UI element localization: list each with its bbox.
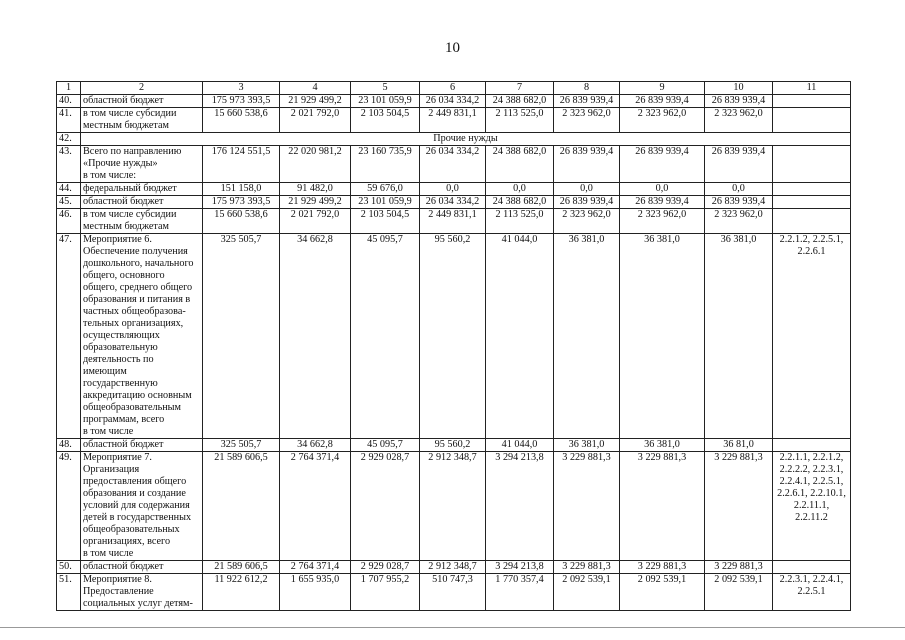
amount-cell: 24 388 682,0 [486, 196, 554, 209]
item-name-line: областной бюджет [83, 196, 164, 207]
item-name-line: программам, всего [83, 414, 165, 425]
table-row [57, 561, 851, 574]
item-name-line: Мероприятие 8. [83, 574, 152, 585]
table-row [57, 108, 851, 133]
item-name-line: Предоставление [83, 586, 154, 597]
indicator-code-line: 2.2.6.1, 2.2.10.1, [777, 488, 846, 499]
item-name [81, 234, 203, 439]
amount-cell: 21 929 499,2 [280, 95, 351, 108]
amount-cell: 36 381,0 [554, 439, 620, 452]
table-row [57, 234, 851, 439]
item-name-line: областной бюджет [83, 561, 164, 572]
item-name-line: в том числе: [83, 170, 137, 181]
item-name-line: Мероприятие 6. [83, 234, 152, 245]
amount-cell: 26 034 334,2 [420, 95, 486, 108]
amount-cell: 22 020 981,2 [280, 146, 351, 183]
column-number-header: 6 [420, 82, 486, 95]
amount-cell: 26 839 939,4 [705, 196, 773, 209]
item-name-line: Мероприятие 7. [83, 452, 152, 463]
column-number-header: 11 [773, 82, 851, 95]
item-name [81, 452, 203, 561]
item-name [81, 95, 203, 108]
amount-cell: 26 839 939,4 [554, 196, 620, 209]
item-name-line: дошкольного, начального [83, 258, 194, 269]
amount-cell: 2 021 792,0 [280, 108, 351, 133]
item-name-line: Обеспечение получения [83, 246, 188, 257]
item-name [81, 183, 203, 196]
amount-cell: 176 124 551,5 [203, 146, 280, 183]
amount-cell: 45 095,7 [351, 234, 420, 439]
item-name-line: местным бюджетам [83, 120, 169, 131]
item-name-line: Организация [83, 464, 140, 475]
item-name-line: социальных услуг детям- [83, 598, 193, 609]
row-number: 44. [57, 183, 81, 196]
item-name-line: тельных организациях, [83, 318, 184, 329]
indicator-codes [773, 209, 851, 234]
amount-cell: 2 323 962,0 [554, 209, 620, 234]
table-row [57, 95, 851, 108]
item-name-line: имеющим [83, 366, 127, 377]
item-name-line: детей в государственных [83, 512, 192, 523]
amount-cell: 2 021 792,0 [280, 209, 351, 234]
amount-cell: 21 929 499,2 [280, 196, 351, 209]
amount-cell: 2 103 504,5 [351, 108, 420, 133]
amount-cell: 23 101 059,9 [351, 196, 420, 209]
indicator-code-line: 2.2.6.1 [797, 246, 826, 257]
amount-cell: 325 505,7 [203, 439, 280, 452]
item-name-line: деятельность по [83, 354, 154, 365]
table-row [57, 439, 851, 452]
item-name-line: в том числе [83, 426, 134, 437]
indicator-code-line: 2.2.1.2, 2.2.5.1, [779, 234, 844, 245]
amount-cell: 11 922 612,2 [203, 574, 280, 611]
item-name-line: в том числе субсидии [83, 108, 177, 119]
indicator-code-line: 2.2.11.2 [795, 512, 828, 523]
table-row [57, 146, 851, 183]
column-number-header: 9 [620, 82, 705, 95]
amount-cell: 2 323 962,0 [620, 108, 705, 133]
amount-cell: 24 388 682,0 [486, 146, 554, 183]
row-number: 40. [57, 95, 81, 108]
amount-cell: 2 323 962,0 [705, 209, 773, 234]
amount-cell: 45 095,7 [351, 439, 420, 452]
amount-cell: 36 381,0 [620, 234, 705, 439]
amount-cell: 15 660 538,6 [203, 209, 280, 234]
amount-cell: 2 929 028,7 [351, 561, 420, 574]
row-number: 51. [57, 574, 81, 611]
amount-cell: 2 764 371,4 [280, 452, 351, 561]
amount-cell: 1 770 357,4 [486, 574, 554, 611]
item-name-line: общего, среднего общего [83, 282, 193, 293]
header-row [57, 82, 851, 95]
section-title: Прочие нужды [81, 133, 851, 146]
indicator-codes [773, 234, 851, 439]
row-number: 48. [57, 439, 81, 452]
item-name-line: образования и создание [83, 488, 186, 499]
indicator-code-line: 2.2.11.1, [793, 500, 830, 511]
item-name-line: государственную [83, 378, 158, 389]
column-number-header: 10 [705, 82, 773, 95]
amount-cell: 95 560,2 [420, 439, 486, 452]
item-name-line: образования и питания в [83, 294, 191, 305]
amount-cell: 2 092 539,1 [705, 574, 773, 611]
item-name-line: предоставления общего [83, 476, 187, 487]
row-number: 47. [57, 234, 81, 439]
item-name-line: федеральный бюджет [83, 183, 177, 194]
amount-cell: 2 092 539,1 [554, 574, 620, 611]
amount-cell: 15 660 538,6 [203, 108, 280, 133]
indicator-code-line: 2.2.4.1, 2.2.5.1, [779, 476, 844, 487]
amount-cell: 26 034 334,2 [420, 196, 486, 209]
amount-cell: 26 839 939,4 [620, 146, 705, 183]
amount-cell: 151 158,0 [203, 183, 280, 196]
indicator-codes [773, 196, 851, 209]
amount-cell: 3 229 881,3 [554, 452, 620, 561]
indicator-codes [773, 183, 851, 196]
amount-cell: 23 101 059,9 [351, 95, 420, 108]
amount-cell: 3 294 213,8 [486, 561, 554, 574]
amount-cell: 1 707 955,2 [351, 574, 420, 611]
amount-cell: 23 160 735,9 [351, 146, 420, 183]
amount-cell: 34 662,8 [280, 234, 351, 439]
indicator-codes [773, 108, 851, 133]
column-number-header: 1 [57, 82, 81, 95]
item-name-line: в том числе [83, 548, 134, 559]
table-row [57, 196, 851, 209]
item-name-line: условий для содержания [83, 500, 190, 511]
amount-cell: 3 229 881,3 [705, 561, 773, 574]
row-number: 41. [57, 108, 81, 133]
row-number: 42. [57, 133, 81, 146]
amount-cell: 2 113 525,0 [486, 209, 554, 234]
table-row [57, 452, 851, 561]
row-number: 46. [57, 209, 81, 234]
column-number-header: 5 [351, 82, 420, 95]
item-name-line: образовательную [83, 342, 158, 353]
row-number: 43. [57, 146, 81, 183]
indicator-code-line: 2.2.3.1, 2.2.4.1, [779, 574, 844, 585]
item-name-line: Всего по направлению [83, 146, 182, 157]
column-number-header: 8 [554, 82, 620, 95]
amount-cell: 0,0 [486, 183, 554, 196]
amount-cell: 0,0 [420, 183, 486, 196]
amount-cell: 21 589 606,5 [203, 561, 280, 574]
amount-cell: 24 388 682,0 [486, 95, 554, 108]
amount-cell: 0,0 [554, 183, 620, 196]
amount-cell: 34 662,8 [280, 439, 351, 452]
item-name-line: общего, основного [83, 270, 165, 281]
row-number: 50. [57, 561, 81, 574]
item-name [81, 209, 203, 234]
item-name-line: областной бюджет [83, 95, 164, 106]
indicator-code-line: 2.2.5.1 [797, 586, 826, 597]
amount-cell: 36 381,0 [554, 234, 620, 439]
amount-cell: 2 323 962,0 [705, 108, 773, 133]
amount-cell: 36 81,0 [705, 439, 773, 452]
amount-cell: 3 229 881,3 [620, 561, 705, 574]
table-row [57, 574, 851, 611]
item-name [81, 561, 203, 574]
amount-cell: 325 505,7 [203, 234, 280, 439]
amount-cell: 91 482,0 [280, 183, 351, 196]
amount-cell: 26 839 939,4 [554, 146, 620, 183]
item-name [81, 574, 203, 611]
indicator-codes [773, 146, 851, 183]
item-name-line: частных общеобразова- [83, 306, 186, 317]
item-name [81, 108, 203, 133]
item-name-line: «Прочие нужды» [83, 158, 158, 169]
table-row [57, 209, 851, 234]
column-number-header: 2 [81, 82, 203, 95]
amount-cell: 0,0 [705, 183, 773, 196]
page-edge-line [0, 627, 905, 628]
amount-cell: 2 113 525,0 [486, 108, 554, 133]
amount-cell: 175 973 393,5 [203, 95, 280, 108]
amount-cell: 2 449 831,1 [420, 108, 486, 133]
item-name-line: осуществляющих [83, 330, 160, 341]
amount-cell: 510 747,3 [420, 574, 486, 611]
amount-cell: 2 323 962,0 [554, 108, 620, 133]
amount-cell: 2 103 504,5 [351, 209, 420, 234]
amount-cell: 26 034 334,2 [420, 146, 486, 183]
amount-cell: 2 929 028,7 [351, 452, 420, 561]
amount-cell: 26 839 939,4 [705, 95, 773, 108]
amount-cell: 3 229 881,3 [554, 561, 620, 574]
amount-cell: 3 229 881,3 [620, 452, 705, 561]
amount-cell: 26 839 939,4 [620, 196, 705, 209]
item-name [81, 439, 203, 452]
amount-cell: 36 381,0 [620, 439, 705, 452]
indicator-codes [773, 561, 851, 574]
amount-cell: 41 044,0 [486, 439, 554, 452]
amount-cell: 21 589 606,5 [203, 452, 280, 561]
item-name-line: организациях, всего [83, 536, 171, 547]
table-row [57, 183, 851, 196]
amount-cell: 26 839 939,4 [705, 146, 773, 183]
amount-cell: 175 973 393,5 [203, 196, 280, 209]
amount-cell: 2 323 962,0 [620, 209, 705, 234]
amount-cell: 2 449 831,1 [420, 209, 486, 234]
amount-cell: 2 092 539,1 [620, 574, 705, 611]
row-number: 49. [57, 452, 81, 561]
item-name-line: в том числе субсидии [83, 209, 177, 220]
indicator-codes [773, 452, 851, 561]
column-number-header: 4 [280, 82, 351, 95]
item-name-line: местным бюджетам [83, 221, 169, 232]
item-name-line: аккредитацию основным [83, 390, 192, 401]
amount-cell: 2 912 348,7 [420, 561, 486, 574]
column-number-header: 7 [486, 82, 554, 95]
budget-table [56, 81, 851, 611]
item-name-line: общеобразовательным [83, 402, 181, 413]
amount-cell: 36 381,0 [705, 234, 773, 439]
page-number: 10 [445, 40, 460, 56]
amount-cell: 41 044,0 [486, 234, 554, 439]
amount-cell: 26 839 939,4 [620, 95, 705, 108]
item-name [81, 196, 203, 209]
column-number-header: 3 [203, 82, 280, 95]
indicator-code-line: 2.2.1.1, 2.2.1.2, [779, 452, 844, 463]
indicator-codes [773, 574, 851, 611]
amount-cell: 2 764 371,4 [280, 561, 351, 574]
table-row [57, 133, 851, 146]
amount-cell: 26 839 939,4 [554, 95, 620, 108]
indicator-codes [773, 95, 851, 108]
indicator-codes [773, 439, 851, 452]
amount-cell: 0,0 [620, 183, 705, 196]
item-name-line: областной бюджет [83, 439, 164, 450]
amount-cell: 3 294 213,8 [486, 452, 554, 561]
item-name-line: общеобразовательных [83, 524, 180, 535]
amount-cell: 1 655 935,0 [280, 574, 351, 611]
amount-cell: 3 229 881,3 [705, 452, 773, 561]
amount-cell: 2 912 348,7 [420, 452, 486, 561]
item-name [81, 146, 203, 183]
row-number: 45. [57, 196, 81, 209]
amount-cell: 95 560,2 [420, 234, 486, 439]
amount-cell: 59 676,0 [351, 183, 420, 196]
indicator-code-line: 2.2.2.2, 2.2.3.1, [779, 464, 844, 475]
